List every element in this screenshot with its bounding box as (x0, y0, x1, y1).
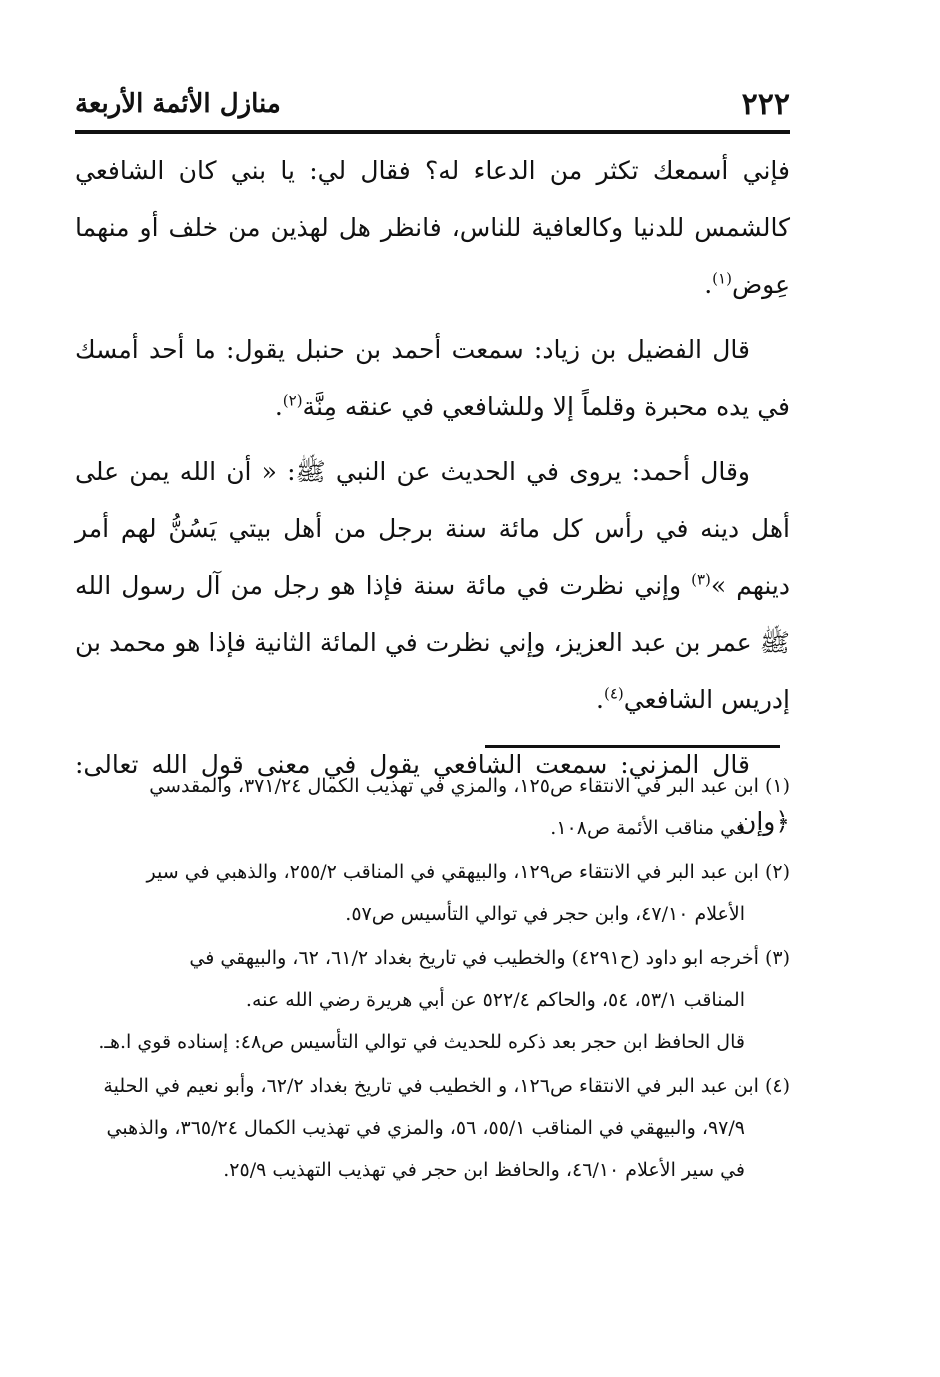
footnote-line: المناقب ٥٣/١، ٥٤، والحاكم ٥٢٢/٤ عن أبي هريرة رضي الله عنه. (245, 989, 745, 1011)
footnote-divider (485, 745, 780, 748)
paragraph-1 (75, 142, 790, 313)
footnote-number: (١) (764, 775, 790, 797)
footnote-ref-1: (١) (712, 269, 732, 288)
footnote-4 (75, 1065, 790, 1191)
footnote-line: في مناقب الأئمة ص١٠٨. (550, 817, 745, 839)
paragraph-2 (75, 321, 790, 435)
footnote-line: ٩٧/٩، والبيهقي في المناقب ٥٥/١، ٥٦، والمزي في تهذيب الكمال ٣٦٥/٢٤، والذهبي (106, 1117, 745, 1139)
footnote-3 (75, 937, 790, 1063)
footnote-number: (٤) (764, 1075, 790, 1097)
footnote-ref-4: (٤) (603, 684, 624, 703)
footnote-number: (٢) (764, 861, 790, 883)
footnote-note: قال الحافظ ابن حجر بعد ذكره للحديث في توالي التأسيس ص٤٨: إسناده قوي ا.هـ. (98, 1031, 745, 1053)
paragraph-3-text: وقال أحمد: يروى في الحديث عن النبي ﷺ: « أن الله يمن على أهل دينه في رأس كل مائة سنة برجل من أهل بيتي يَسُنُّ لهم أمر دينهم » (75, 457, 790, 600)
footnote-line: ابن عبد البر في الانتقاء ص١٢٥، والمزي في تهذيب الكمال ٣٧١/٢٤، والمقدسي (149, 775, 759, 797)
footnote-2 (75, 851, 790, 935)
paragraph-3 (75, 443, 790, 728)
paragraph-1-end: . (704, 270, 713, 299)
footnote-line: ابن عبد البر في الانتقاء ص١٢٩، والبيهقي في المناقب ٢٥٥/٢، والذهبي في سير (146, 861, 759, 883)
paragraph-3-end: . (596, 685, 604, 714)
page-number: ٢٢٢ (741, 86, 790, 122)
paragraph-3-text-2: وإني نظرت في مائة سنة فإذا هو رجل من آل رسول الله ﷺ عمر بن عبد العزيز، وإني نظرت في المائة الثانية فإذا هو محمد بن إدريس الشافعي (75, 571, 790, 714)
footnotes (75, 765, 790, 1193)
paragraph-1-text: فإني أسمعك تكثر من الدعاء له؟ فقال لي: يا بني كان الشافعي كالشمس للدنيا وكالعافية للناس، فانظر هل لهذين من خلف أو منهما عِوض (75, 156, 790, 299)
footnote-ref-3: (٣) (691, 570, 711, 589)
footnote-line: أخرجه ابو داود (ح٤٢٩١) والخطيب في تاريخ بغداد ٦١/٢، ٦٢، والبيهقي في (189, 947, 759, 969)
footnote-ref-2: (٢) (282, 391, 303, 410)
page-header (75, 78, 790, 134)
footnote-line: في سير الأعلام ٤٦/١٠، والحافظ ابن حجر في تهذيب التهذيب ٢٥/٩. (223, 1159, 745, 1181)
main-text (75, 142, 790, 858)
paragraph-2-text: قال الفضيل بن زياد: سمعت أحمد بن حنبل يقول: ما أحد أمسك في يده محبرة وقلماً إلا وللشافعي في عنقه مِنَّة (75, 335, 790, 421)
footnote-line: ابن عبد البر في الانتقاء ص١٢٦، و الخطيب في تاريخ بغداد ٦٢/٢، وأبو نعيم في الحلية (103, 1075, 759, 1097)
paragraph-4-text: قال المزني: سمعت الشافعي يقول في معنى قول الله تعالى: ﴿وإن (75, 750, 790, 836)
footnote-line: الأعلام ٤٧/١٠، وابن حجر في توالي التأسيس ص٥٧. (345, 903, 745, 925)
paragraph-2-end: . (274, 392, 283, 421)
footnote-number: (٣) (764, 947, 790, 969)
footnote-1 (75, 765, 790, 849)
running-title: منازل الأئمة الأربعة (75, 89, 281, 119)
